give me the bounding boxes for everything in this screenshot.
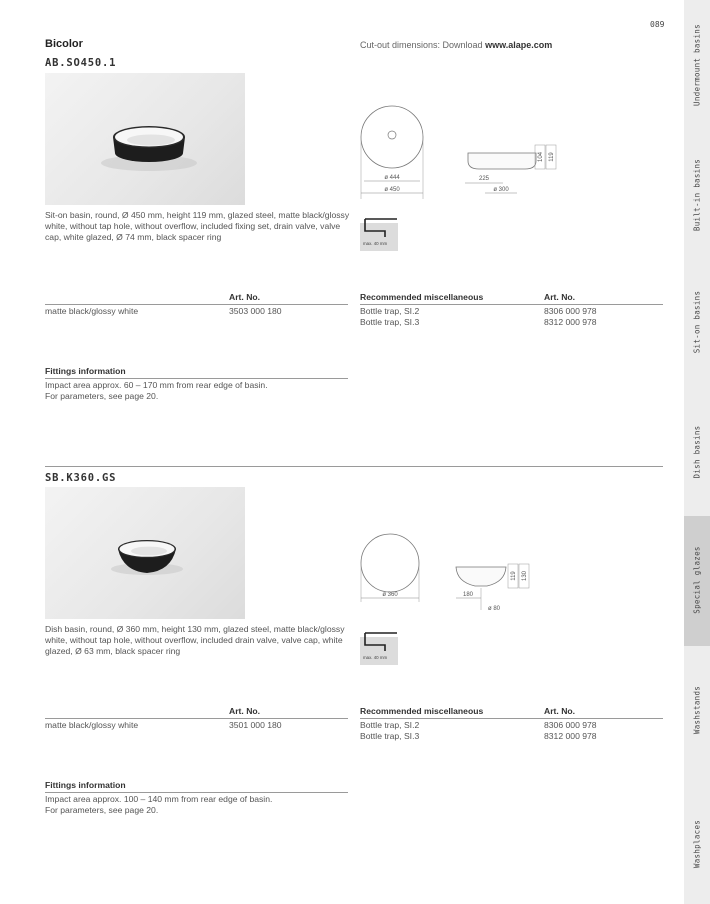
fittings-line: Impact area approx. 60 – 170 mm from rear edge of basin. — [45, 380, 268, 390]
dim-label: 119 — [549, 152, 555, 162]
dish-basin-image — [45, 487, 245, 619]
sidebar-tab-label: Special glazes — [692, 546, 702, 614]
dim-label: 104 — [538, 151, 544, 163]
misc-item: Bottle trap, SI.2 — [360, 720, 420, 730]
dimension-drawing — [355, 530, 545, 670]
dim-label: 180 — [462, 592, 474, 598]
variant-name: matte black/glossy white — [45, 720, 139, 730]
variant-art-no: 3501 000 180 — [229, 720, 282, 730]
sidebar-tab-washstands[interactable] — [684, 646, 710, 776]
dim-label: 119 — [511, 571, 517, 581]
dim-label: ø 444 — [384, 175, 400, 181]
cutout-prefix: Cut-out dimensions: Download — [360, 40, 486, 50]
misc-header: Recommended miscellaneous — [360, 706, 484, 716]
dim-label: ø 450 — [384, 187, 400, 193]
table-rule — [360, 718, 663, 719]
sidebar-tab-label: Washplaces — [692, 819, 702, 869]
dim-label: ø 80 — [487, 606, 501, 612]
dim-label: 225 — [478, 176, 490, 182]
sidebar-tab-label: Washstands — [692, 685, 702, 735]
table-rule — [45, 718, 348, 719]
series-title: Bicolor — [45, 38, 83, 50]
art-no-header: Art. No. — [229, 706, 261, 716]
fittings-rule — [45, 378, 348, 379]
product-description: Dish basin, round, Ø 360 mm, height 130 mm, glazed steel, matte black/glossy white, without tap hole, without overflow, included drain valve, valve cap, white glazed, Ø 63 mm, black spacer ring — [45, 624, 345, 657]
sidebar-tab-label: Sit-on basins — [692, 290, 702, 354]
dim-label: ø 300 — [493, 187, 509, 193]
misc-item: Bottle trap, SI.3 — [360, 731, 420, 741]
cutout-link[interactable]: www.alape.com — [485, 40, 553, 50]
cutout-note — [360, 40, 552, 50]
fittings-title: Fittings information — [45, 780, 126, 790]
misc-art-no: 8306 000 978 — [544, 306, 597, 316]
sidebar-tab-label: Built-in basins — [692, 158, 702, 232]
misc-item: Bottle trap, SI.3 — [360, 317, 420, 327]
fittings-rule — [45, 792, 348, 793]
product-code: SB.K360.GS — [45, 472, 117, 484]
table-rule — [360, 304, 663, 305]
misc-art-no-header: Art. No. — [544, 706, 576, 716]
product-photo — [45, 487, 245, 619]
dim-label: ø 360 — [382, 592, 398, 598]
sidebar-tab-label: Dish basins — [692, 425, 702, 479]
variant-art-no: 3503 000 180 — [229, 306, 282, 316]
art-no-header: Art. No. — [229, 292, 261, 302]
sidebar-tab-dish-basins[interactable] — [684, 390, 710, 516]
sidebar-tab-sit-on-basins[interactable] — [684, 260, 710, 390]
section-divider — [45, 466, 663, 467]
dimension-drawing — [355, 95, 565, 255]
variant-name: matte black/glossy white — [45, 306, 139, 316]
misc-art-no: 8312 000 978 — [544, 731, 597, 741]
product-description: Sit-on basin, round, Ø 450 mm, height 119 mm, glazed steel, matte black/glossy white, without tap hole, without overflow, included fixing set, drain valve, valve cap, white glazed, Ø 74 mm, black spacer ring — [45, 210, 350, 243]
product-code: AB.SO450.1 — [45, 57, 117, 69]
misc-art-no: 8306 000 978 — [544, 720, 597, 730]
fittings-line: For parameters, see page 20. — [45, 391, 159, 401]
sidebar-tab-built-in-basins[interactable] — [684, 130, 710, 260]
fittings-title: Fittings information — [45, 366, 126, 376]
fittings-line: Impact area approx. 100 – 140 mm from rear edge of basin. — [45, 794, 273, 804]
page-number: 089 — [650, 20, 665, 29]
section-sidebar — [684, 0, 710, 904]
misc-item: Bottle trap, SI.2 — [360, 306, 420, 316]
sidebar-tab-special-glazes[interactable] — [684, 516, 710, 646]
product-photo — [45, 73, 245, 205]
sit-on-basin-image — [45, 73, 245, 205]
misc-art-no-header: Art. No. — [544, 292, 576, 302]
sidebar-tab-label: Undermount basins — [692, 24, 702, 106]
fittings-line: For parameters, see page 20. — [45, 805, 159, 815]
table-rule — [45, 304, 348, 305]
sidebar-tab-washplaces[interactable] — [684, 776, 710, 904]
dim-label: 130 — [522, 570, 528, 582]
misc-art-no: 8312 000 978 — [544, 317, 597, 327]
misc-header: Recommended miscellaneous — [360, 292, 484, 302]
dim-label: max. 40 mm — [363, 241, 388, 246]
dim-label: max. 40 mm — [363, 655, 388, 660]
sidebar-tab-undermount-basins[interactable] — [684, 0, 710, 130]
